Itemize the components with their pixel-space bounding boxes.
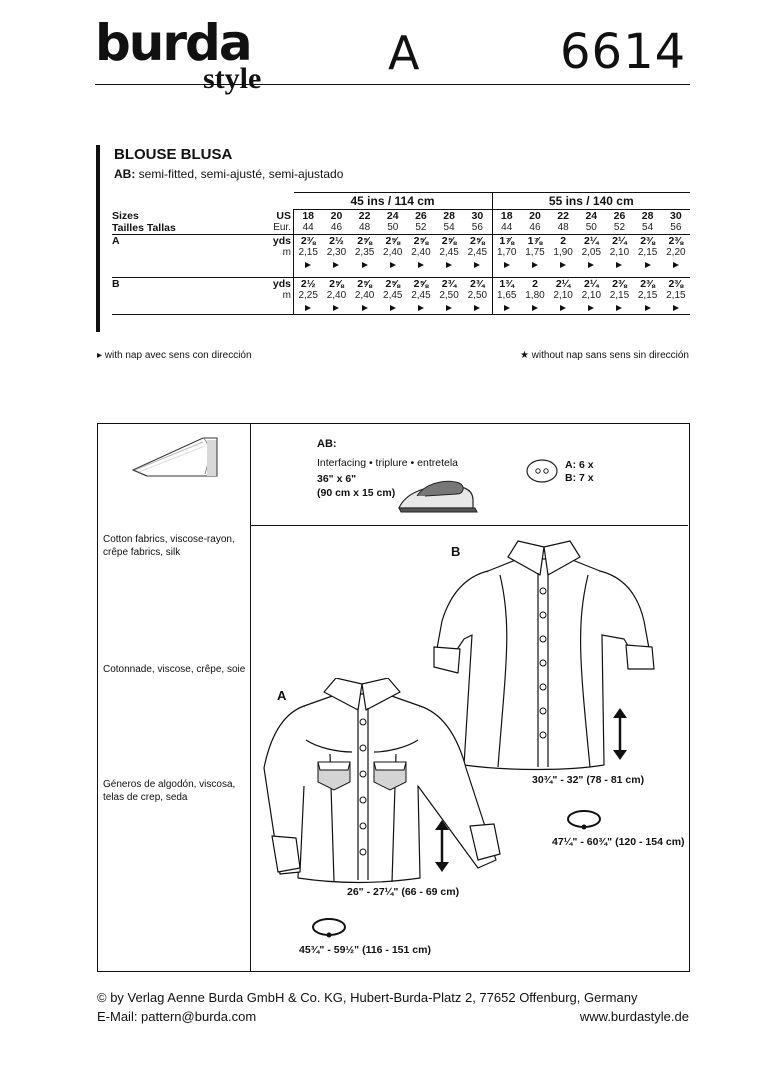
with-nap-icon — [532, 262, 538, 268]
box-divider-vertical — [250, 423, 251, 971]
logo-style: style — [203, 62, 262, 95]
hem-width-b-icon — [565, 808, 603, 830]
box-divider-horizontal — [251, 525, 688, 526]
fabric-suggestions-fr: Cotonnade, viscose, crêpe, soie — [103, 664, 246, 675]
with-nap-icon — [616, 262, 622, 268]
notions-views: AB: — [317, 438, 337, 450]
sizes-label-2: Tailles Tallas — [112, 222, 176, 234]
with-nap-icon — [504, 262, 510, 268]
row-label-b: B — [112, 278, 267, 291]
legend-with-nap: ▸ with nap avec sens con dirección — [97, 350, 252, 361]
with-nap-icon — [333, 305, 339, 311]
copyright-text: © by Verlag Aenne Burda GmbH & Co. KG, Hubert-Burda-Platz 2, 77652 Offenburg, Germany — [97, 990, 638, 1005]
fabric-suggestions-es: Géneros de algodón, viscosa, telas de crep, seda — [103, 779, 236, 803]
length-arrow-b-icon — [610, 706, 630, 762]
interfacing-label: Interfacing • triplure • entretela — [317, 457, 459, 469]
table-row: B yds 2½ 2⅝ 2⅝ 2⅝ 2⅝ 2¾ 2¾ 1¾ 2 2¼ 2¼ 2⅜ 2⅜ 2⅜ — [112, 278, 690, 291]
eur-label: Eur. — [267, 222, 294, 235]
title-bar — [96, 145, 100, 332]
view-label-a: A — [277, 688, 287, 703]
header-rule — [95, 84, 690, 85]
length-b-measure: 30¾" - 32" (78 - 81 cm) — [532, 774, 645, 786]
with-nap-icon — [418, 262, 424, 268]
with-nap-icon — [645, 305, 651, 311]
with-nap-icon — [418, 305, 424, 311]
garment-title: BLOUSE BLUSA — [114, 146, 233, 163]
blouse-a-illustration — [258, 678, 520, 888]
with-nap-icon — [616, 305, 622, 311]
table-row: m 2,15 2,30 2,35 2,40 2,40 2,45 2,45 1,70 1,75 1,90 2,05 2,10 2,15 2,20 — [112, 247, 690, 259]
length-arrow-a-icon — [432, 818, 452, 874]
row-label-a: A — [112, 235, 267, 248]
with-nap-icon — [390, 262, 396, 268]
fabric-suggestions-en: Cotton fabrics, viscose-rayon, crêpe fabrics, silk — [103, 534, 235, 558]
pattern-number: 6614 — [560, 24, 687, 80]
width-header-55: 55 ins / 140 cm — [492, 193, 690, 210]
with-nap-icon — [588, 305, 594, 311]
hem-b-measure: 47¼" - 60¾" (120 - 154 cm) — [552, 836, 685, 848]
with-nap-icon — [446, 262, 452, 268]
iron-icon — [395, 474, 485, 516]
with-nap-icon — [588, 262, 594, 268]
yardage-table: 45 ins / 114 cm 55 ins / 140 cm Sizes US 18 20 22 24 26 28 30 18 20 22 24 26 28 30 Tailles Tallas Eur. 44 46 48 50 52 54 56 44 46 48 50 52 54 56 A yds 2⅜ 2½ 2⅝ 2⅝ 2⅝ 2⅝ 2⅝ 1⅞ 1⅞ 2 2¼ 2¼ 2⅜ 2⅜ m 2,15 2,30 2,35 2,40 2,40 2,45 2,45 1,70 1,75 1,90 2,05 2,10 2,15 2,20 B yds 2½ 2⅝ 2⅝ 2⅝ 2⅝ 2¾ 2¾ 1¾ 2 2¼ 2¼ 2⅜ 2⅜ 2⅜ m 2,25 2,40 2,40 2,45 2,45 2,50 2,50 1,65 1,80 2,10 2,10 2,15 2,15 2,15 — [112, 192, 690, 315]
with-nap-icon — [362, 305, 368, 311]
nap-row — [112, 302, 690, 315]
with-nap-icon — [673, 305, 679, 311]
with-nap-icon — [474, 305, 480, 311]
website-link[interactable]: www.burdastyle.de — [579, 1009, 689, 1024]
hem-width-a-icon — [310, 916, 348, 938]
with-nap-icon — [560, 305, 566, 311]
hem-a-measure: 45¾" - 59½" (116 - 151 cm) — [299, 944, 431, 956]
with-nap-icon — [504, 305, 510, 311]
button-icon — [525, 458, 559, 484]
table-row: m 2,25 2,40 2,40 2,45 2,45 2,50 2,50 1,65 1,80 2,10 2,10 2,15 2,15 2,15 — [112, 290, 690, 302]
with-nap-icon — [673, 262, 679, 268]
button-count: A: 6 x B: 7 x — [565, 459, 594, 484]
with-nap-icon — [645, 262, 651, 268]
table-row: A yds 2⅜ 2½ 2⅝ 2⅝ 2⅝ 2⅝ 2⅝ 1⅞ 1⅞ 2 2¼ 2¼ 2⅜ 2⅜ — [112, 235, 690, 248]
with-nap-icon — [305, 262, 311, 268]
with-nap-icon — [560, 262, 566, 268]
with-nap-icon — [333, 262, 339, 268]
legend-without-nap: ★ without nap sans sens sin dirección — [519, 350, 689, 361]
garment-subtitle: AB: semi-fitted, semi-ajusté, semi-ajustado — [114, 167, 344, 181]
with-nap-icon — [532, 305, 538, 311]
sizes-label: Sizes — [112, 209, 139, 222]
with-nap-icon — [362, 262, 368, 268]
view-letter: A — [388, 26, 420, 80]
fabric-swatch-icon — [125, 432, 225, 487]
email-link[interactable]: E-Mail: pattern@burda.com — [97, 1009, 257, 1024]
with-nap-icon — [446, 305, 452, 311]
length-a-measure: 26" - 27¼" (66 - 69 cm) — [347, 886, 460, 898]
width-header-45: 45 ins / 114 cm — [294, 193, 493, 210]
logo-burda: burda — [95, 14, 251, 72]
with-nap-icon — [474, 262, 480, 268]
view-label-b: B — [451, 544, 461, 559]
interfacing-size: 36" x 6" (90 cm x 15 cm) — [317, 473, 396, 499]
us-label: US — [267, 210, 294, 223]
nap-row — [112, 259, 690, 271]
with-nap-icon — [390, 305, 396, 311]
with-nap-icon — [305, 305, 311, 311]
